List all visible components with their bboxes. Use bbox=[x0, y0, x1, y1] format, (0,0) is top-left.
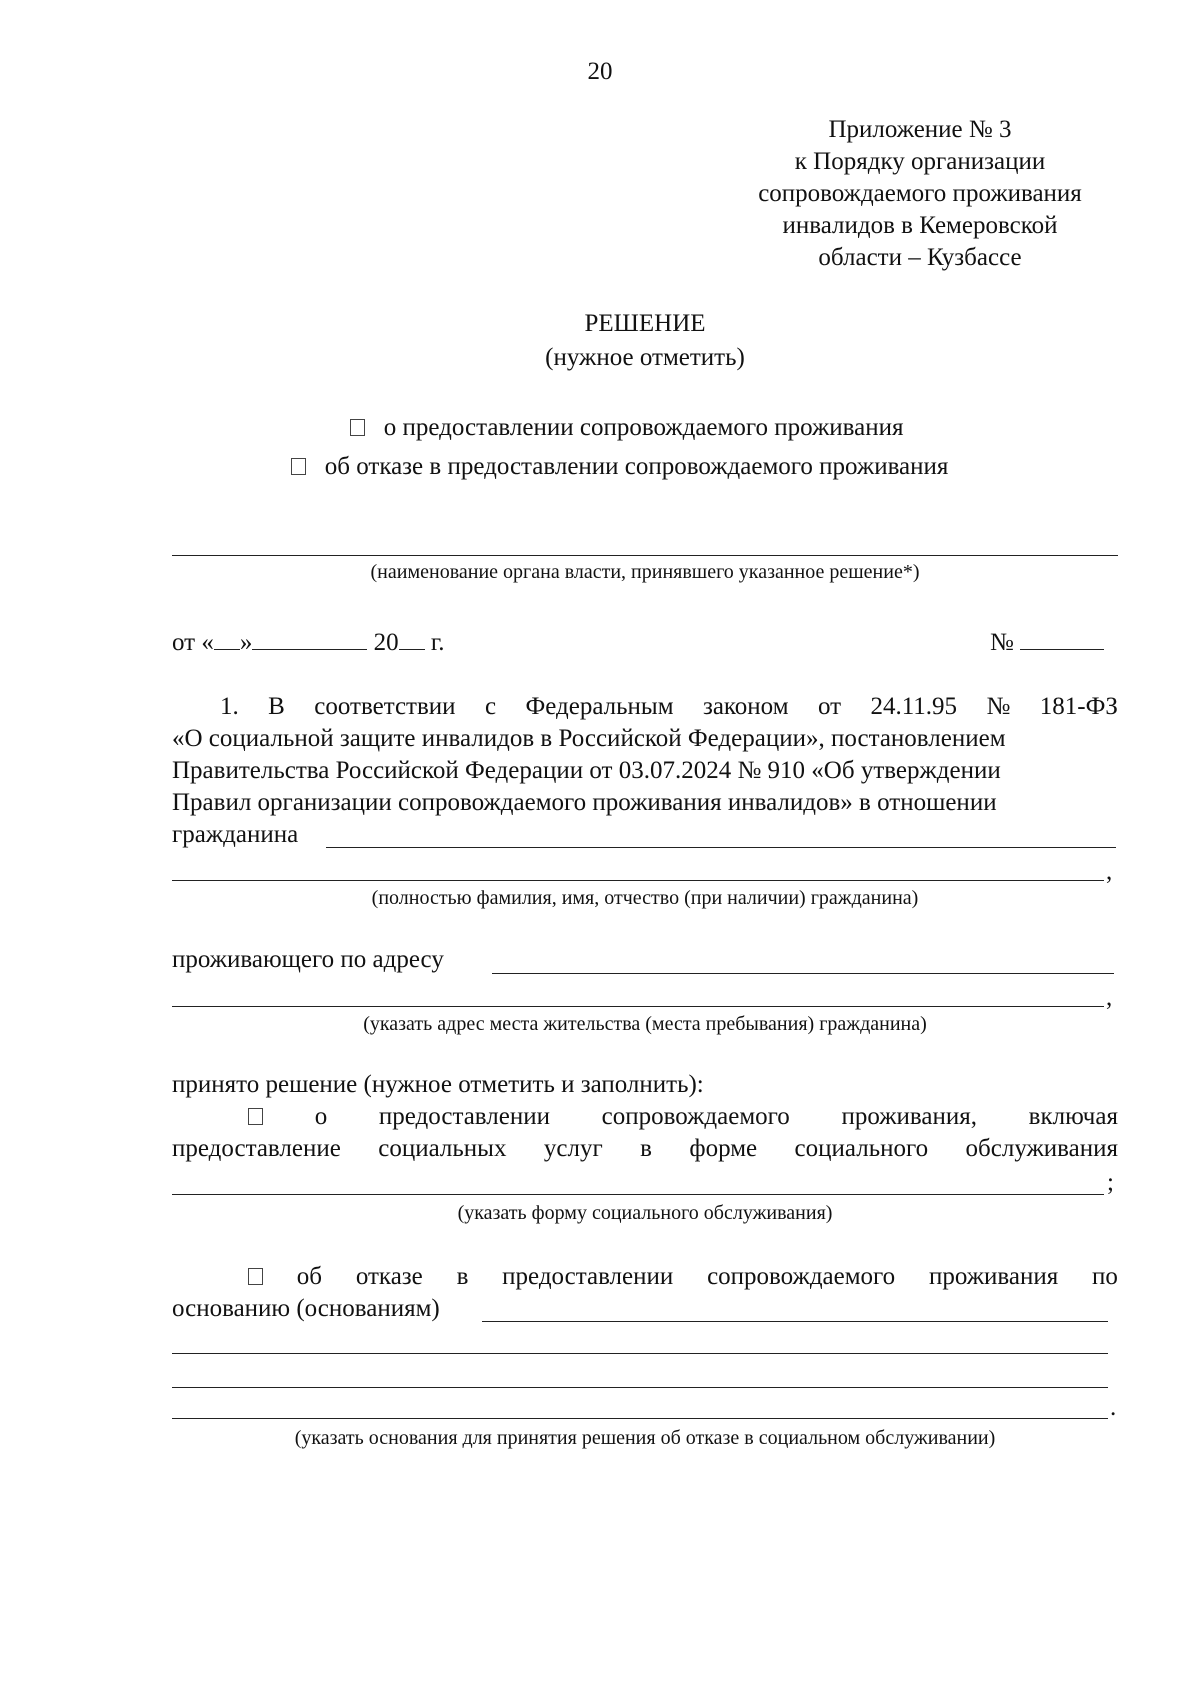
decision-label: принято решение (нужное отметить и заполнить): bbox=[172, 1071, 704, 1098]
word: сопровождаемого bbox=[707, 1263, 896, 1290]
grant-line2 bbox=[172, 1133, 1118, 1165]
paragraph1-line1 bbox=[220, 691, 1118, 723]
citizen-name-line[interactable] bbox=[326, 847, 1116, 848]
grounds-line-4[interactable] bbox=[172, 1418, 1108, 1419]
option-grant-label: о предоставлении сопровождаемого проживания bbox=[383, 414, 904, 441]
word: социального bbox=[794, 1135, 929, 1162]
name-caption: (полностью фамилия, имя, отчество (при наличии) гражданина) bbox=[371, 887, 919, 909]
word: В bbox=[268, 693, 285, 720]
appendix-header bbox=[730, 114, 1110, 274]
word: обслуживания bbox=[965, 1135, 1118, 1162]
word: от bbox=[817, 693, 842, 720]
word: 24.11.95 bbox=[870, 693, 958, 720]
date-quote: » bbox=[239, 629, 253, 656]
date-field bbox=[172, 625, 445, 659]
document-title: РЕШЕНИЕ bbox=[584, 310, 706, 337]
paragraph1-line3: Правительства Российской Федерации от 03.07.2024 № 910 «Об утверждении bbox=[172, 757, 1001, 784]
option-refuse-label: об отказе в предоставлении сопровождаемого проживания bbox=[324, 453, 949, 480]
citizen-name-line-2[interactable] bbox=[172, 880, 1104, 881]
grounds-caption: (указать основания для принятия решения об отказе в социальном обслуживании) bbox=[294, 1427, 996, 1449]
checkbox-grant[interactable] bbox=[350, 419, 365, 436]
word: 1. bbox=[220, 693, 239, 720]
option-grant bbox=[350, 412, 903, 444]
appendix-line: Приложение № 3 bbox=[828, 116, 1012, 143]
address-line-2[interactable] bbox=[172, 1006, 1104, 1007]
word: форме bbox=[689, 1135, 758, 1162]
paragraph1-line4: Правил организации сопровождаемого проживания инвалидов» в отношении bbox=[172, 789, 997, 816]
word: об bbox=[296, 1263, 323, 1290]
period: . bbox=[1110, 1394, 1117, 1421]
word: включая bbox=[1028, 1103, 1118, 1130]
grounds-label: основанию (основаниям) bbox=[172, 1295, 440, 1322]
paragraph1-line2: «О социальной защите инвалидов в Российской Федерации», постановлением bbox=[172, 725, 1006, 752]
authority-line[interactable] bbox=[172, 555, 1118, 556]
grant-line1 bbox=[248, 1101, 1118, 1133]
page-number: 20 bbox=[587, 58, 613, 85]
year-suffix: г. bbox=[430, 629, 445, 656]
word: предоставлении bbox=[378, 1103, 550, 1130]
word: проживания bbox=[928, 1263, 1059, 1290]
month-blank[interactable] bbox=[252, 625, 367, 650]
paragraph1-line5: гражданина bbox=[172, 821, 299, 848]
refuse-line1 bbox=[248, 1261, 1118, 1293]
service-form-caption: (указать форму социального обслуживания) bbox=[457, 1202, 833, 1224]
word: с bbox=[484, 693, 497, 720]
number-field bbox=[990, 625, 1104, 659]
word: о bbox=[314, 1103, 328, 1130]
appendix-line: сопровождаемого проживания bbox=[758, 180, 1082, 207]
address-line[interactable] bbox=[492, 973, 1114, 974]
grounds-line[interactable] bbox=[482, 1321, 1108, 1322]
word: 181-ФЗ bbox=[1039, 693, 1118, 720]
year-prefix: 20 bbox=[373, 629, 399, 656]
word: проживания, bbox=[841, 1103, 977, 1130]
word: № bbox=[986, 693, 1011, 720]
appendix-line: области – Кузбассе bbox=[818, 244, 1022, 271]
word: социальных bbox=[378, 1135, 507, 1162]
semicolon: ; bbox=[1107, 1169, 1114, 1196]
date-prefix: от « bbox=[172, 629, 214, 656]
service-form-line[interactable] bbox=[172, 1194, 1104, 1195]
year-blank[interactable] bbox=[399, 625, 425, 650]
checkbox-grant-service[interactable] bbox=[248, 1108, 263, 1125]
comma: , bbox=[1106, 984, 1113, 1011]
checkbox-refuse[interactable] bbox=[291, 458, 306, 475]
word: Федеральным bbox=[525, 693, 674, 720]
document-subtitle: (нужное отметить) bbox=[545, 344, 745, 371]
comma: , bbox=[1106, 858, 1113, 885]
address-label: проживающего по адресу bbox=[172, 946, 444, 973]
grounds-line-2[interactable] bbox=[172, 1353, 1108, 1354]
grounds-line-3[interactable] bbox=[172, 1387, 1108, 1388]
appendix-line: к Порядку организации bbox=[794, 148, 1046, 175]
word: предоставлении bbox=[502, 1263, 674, 1290]
option-refuse bbox=[291, 451, 948, 483]
appendix-line: инвалидов в Кемеровской bbox=[782, 212, 1058, 239]
address-caption: (указать адрес места жительства (места пребывания) гражданина) bbox=[363, 1013, 927, 1035]
word: сопровождаемого bbox=[601, 1103, 790, 1130]
word: соответствии bbox=[314, 693, 456, 720]
word: предоставление bbox=[172, 1135, 341, 1162]
word: по bbox=[1092, 1263, 1118, 1290]
word: в bbox=[640, 1135, 652, 1162]
checkbox-refuse-service[interactable] bbox=[248, 1268, 263, 1285]
word: законом bbox=[702, 693, 789, 720]
number-sign: № bbox=[990, 629, 1014, 656]
word: отказе bbox=[355, 1263, 423, 1290]
number-blank[interactable] bbox=[1020, 625, 1104, 650]
authority-caption: (наименование органа власти, принявшего указанное решение*) bbox=[370, 561, 920, 583]
word: в bbox=[456, 1263, 469, 1290]
day-blank[interactable] bbox=[214, 625, 240, 650]
word: услуг bbox=[543, 1135, 603, 1162]
